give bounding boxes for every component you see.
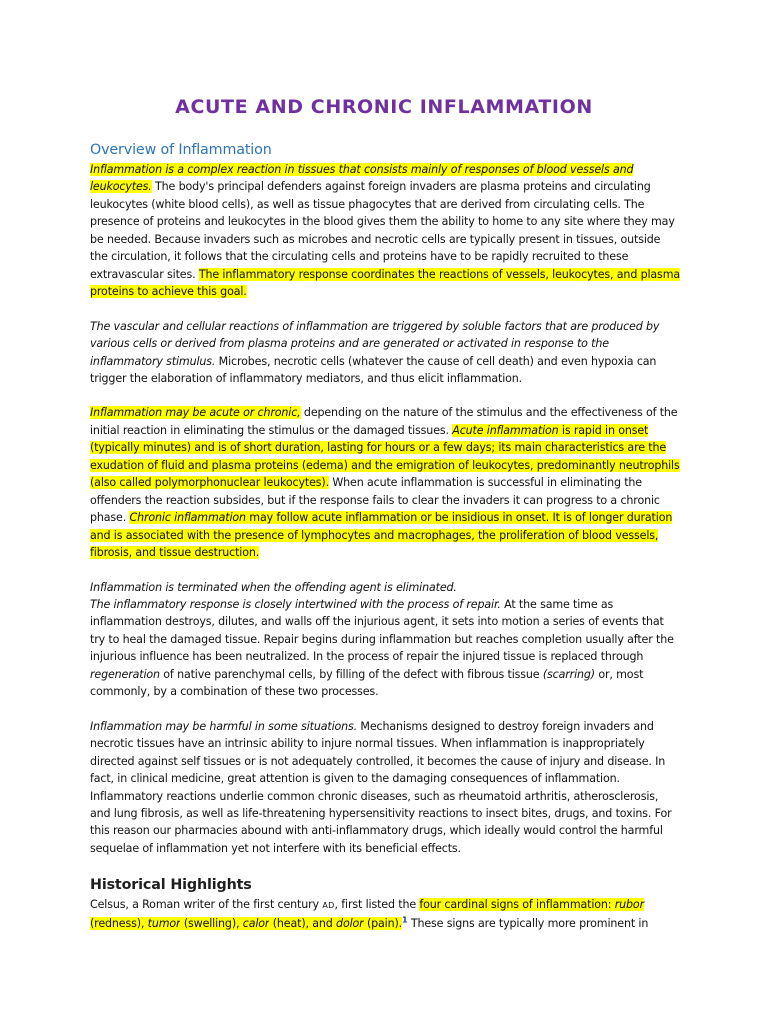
text-run: Chronic inflammation <box>129 511 246 525</box>
text-run: dolor <box>336 916 364 930</box>
text-run: regeneration <box>90 667 160 681</box>
paragraph-triggers <box>90 318 680 388</box>
text-run: may follow acute inflammation or be insidious in onset. It is of longer duration and is associated with the presence of lymphocytes and macrophages, the proliferation of blood vessels, fibrosis, and tissue destruction. <box>90 511 673 560</box>
text-run: Microbes, necrotic cells (whatever the cause of cell death) and even hypoxia can trigger the elaboration of inflammatory mediators, and thus elicit inflammation. <box>90 354 657 385</box>
text-run: (scarring) <box>542 667 595 681</box>
text-run: or, most commonly, by a combination of these two processes. <box>90 667 644 699</box>
text-run: (redness), <box>90 916 148 930</box>
document-body <box>90 139 680 949</box>
text-run: When acute inflammation is successful in eliminating the offenders the reaction subsides, but if the response fails to clear the invaders it can progress to a chronic phase. <box>90 476 660 525</box>
text-run: (swelling), <box>180 916 243 930</box>
text-run: AD <box>322 901 335 911</box>
section-heading-overview: Overview of Inflammation <box>90 142 272 158</box>
paragraph-acute-chronic <box>90 404 680 561</box>
paragraph-celsus <box>90 896 680 932</box>
text-run: Inflammation is terminated when the offending agent is eliminated. <box>90 580 457 594</box>
paragraph-harmful <box>90 718 680 858</box>
text-run: Mechanisms designed to destroy foreign invaders and necrotic tissues have an intrinsic ability to injure normal tissues. When inflammation is inappropriately directed against self tissues or is not adequately controlled, it becomes the cause of injury and disease. In fact, in clinical medicine, great attention is given to the damaging consequences of inflammation. Inflammatory reactions underlie common chronic diseases, such as rheumatoid arthritis, atherosclerosis, and lung fibrosis, as well as life-threatening hypersensitivity reactions to insect bites, drugs, and toxins. For this reason our pharmacies abound with anti-inflammatory drugs, which ideally would control the harmful sequelae of inflammation yet not interfere with its beneficial effects. <box>90 719 672 855</box>
text-run: four cardinal signs of inflammation: <box>419 898 615 912</box>
text-run: At the same time as inflammation destroys, dilutes, and walls off the injurious agent, it sets into motion a series of events that try to heal the damaged tissue. Repair begins during inflammation but reaches completion usually after the injurious influence has been neutralized. In the process of repair the injured tissue is replaced through <box>90 597 674 664</box>
text-run: of native parenchymal cells, by filling of the defect with fibrous tissue <box>159 667 543 681</box>
document-title: ACUTE AND CHRONIC INFLAMMATION <box>175 96 593 118</box>
text-run: is rapid in onset (typically minutes) and is of short duration, lasting for hours or a few days; its main characteristics are the exudation of fluid and plasma proteins (edema) and the emigration of leukocytes, predominantly neutrophils (also called polymorphonuclear leukocytes). <box>90 423 680 490</box>
text-run: The body's principal defenders against foreign invaders are plasma proteins and circulating leukocytes (white blood cells), as well as tissue phagocytes that are derived from circulating cells. The presence of proteins and leukocytes in the blood gives them the ability to home to any site where they may be needed. Because invaders such as microbes and necrotic cells are typically present in tissues, outside the circulation, it follows that the circulating cells and proteins have to be rapidly recruited to these extravascular sites. <box>90 180 675 281</box>
text-run: Celsus, a Roman writer of the first century <box>90 898 323 912</box>
text-run: (heat), and <box>269 916 337 930</box>
text-run: The inflammatory response is closely intertwined with the process of repair. <box>90 597 501 611</box>
text-run: The inflammatory response coordinates the reactions of vessels, leukocytes, and plasma proteins to achieve this goal. <box>90 267 680 299</box>
text-run: , first listed the <box>334 898 420 912</box>
paragraph-repair <box>90 596 680 701</box>
paragraph-overview-definition <box>90 161 680 301</box>
text-run: Inflammation may be harmful in some situations. <box>90 719 358 733</box>
section-heading-historical: Historical Highlights <box>90 877 252 894</box>
text-run: 1 <box>402 915 408 925</box>
text-run: depending on the nature of the stimulus and the effectiveness of the initial reaction in eliminating the stimulus or the damaged tissues. <box>90 406 678 437</box>
text-run: calor <box>242 916 270 930</box>
text-run: Inflammation may be acute or chronic, <box>90 406 301 420</box>
text-run: tumor <box>147 916 181 930</box>
text-run: The vascular and cellular reactions of inflammation are triggered by soluble factors that are produced by various cells or derived from plasma proteins and are generated or activated in response to the inflammatory stimulus. <box>90 319 660 368</box>
text-run: (pain). <box>363 916 403 930</box>
text-run: Acute inflammation <box>452 423 559 437</box>
text-run: Inflammation is a complex reaction in tissues that consists mainly of responses of blood vessels and leukocytes. <box>90 163 634 194</box>
text-run: These signs are typically more prominent in <box>407 916 649 930</box>
text-run: rubor <box>614 898 644 912</box>
paragraph-termination <box>90 579 680 596</box>
